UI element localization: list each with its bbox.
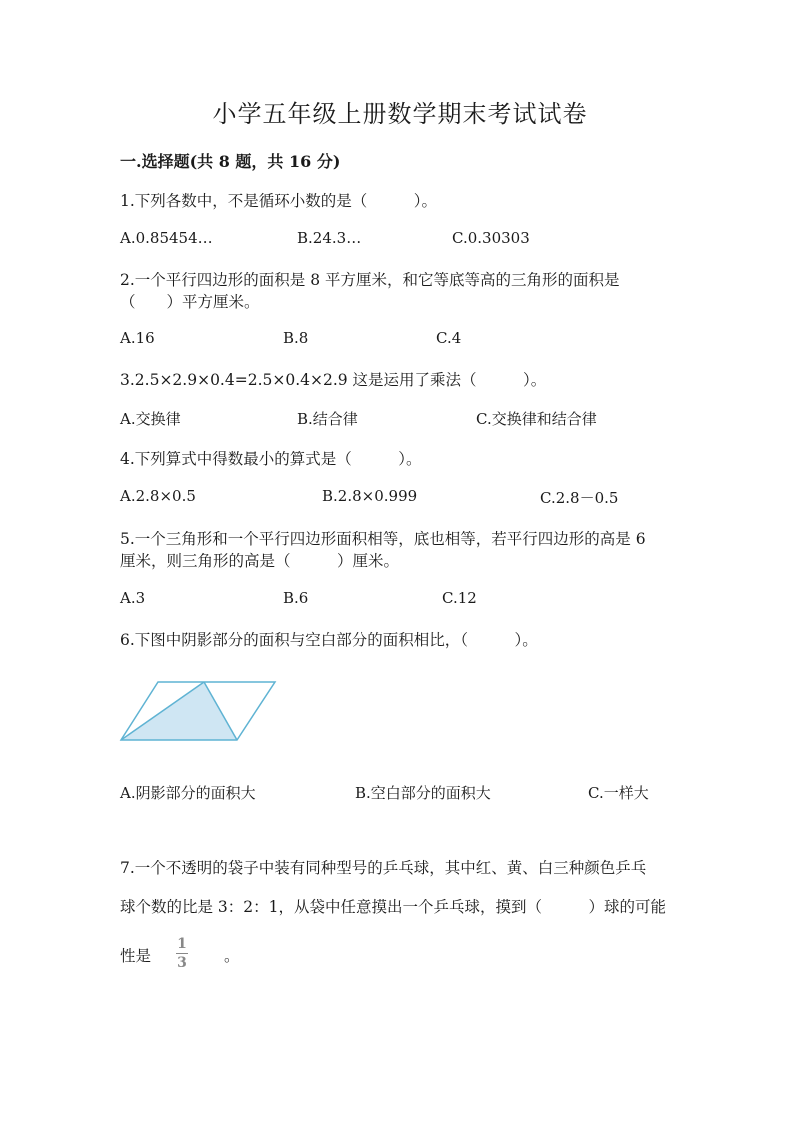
question-5-stem-line2: 厘米，则三角形的高是（ ）厘米。 xyxy=(120,552,400,570)
question-6-option-c: C.一样大 xyxy=(588,784,649,802)
question-5-option-b: B.6 xyxy=(283,589,309,607)
fraction-bar xyxy=(176,953,188,954)
question-2-option-a: A.16 xyxy=(120,329,155,347)
parallelogram-figure xyxy=(118,676,278,744)
question-3-option-a: A.交换律 xyxy=(120,410,181,428)
question-7-stem-line1: 7.一个不透明的袋子中装有同种型号的乒乓球，其中红、黄、白三种颜色乒乓 xyxy=(120,859,647,877)
question-5-option-a: A.3 xyxy=(120,589,146,607)
question-4-stem: 4.下列算式中得数最小的算式是（ ）。 xyxy=(120,450,422,468)
question-3-option-c: C.交换律和结合律 xyxy=(476,410,597,428)
section-heading: 一.选择题(共 8 题，共 16 分) xyxy=(120,152,341,171)
question-1-option-a: A.0.85454… xyxy=(120,229,213,247)
question-1-option-c: C.0.30303 xyxy=(452,229,530,247)
question-2-option-c: C.4 xyxy=(436,329,462,347)
question-2-stem-line2: （ ）平方厘米。 xyxy=(120,293,260,311)
question-1-stem: 1.下列各数中，不是循环小数的是（ ）。 xyxy=(120,192,438,210)
fraction-one-third xyxy=(176,936,188,971)
fraction-numerator: 1 xyxy=(177,936,187,952)
question-2-option-b: B.8 xyxy=(283,329,309,347)
question-6-option-b: B.空白部分的面积大 xyxy=(355,784,491,802)
question-3-stem: 3.2.5×2.9×0.4=2.5×0.4×2.9 这是运用了乘法（ ）。 xyxy=(120,371,547,389)
question-7-stem-line2: 球个数的比是 3：2：1，从袋中任意摸出一个乒乓球，摸到（ ）球的可能 xyxy=(120,898,667,916)
question-6-option-a: A.阴影部分的面积大 xyxy=(120,784,256,802)
question-4-option-b: B.2.8×0.999 xyxy=(322,487,418,505)
question-6-stem: 6.下图中阴影部分的面积与空白部分的面积相比，（ ）。 xyxy=(120,631,538,649)
question-5-stem-line1: 5.一个三角形和一个平行四边形面积相等，底也相等，若平行四边形的高是 6 xyxy=(120,530,646,548)
page-title: 小学五年级上册数学期末考试试卷 xyxy=(212,100,588,128)
question-1-option-b: B.24.3… xyxy=(297,229,362,247)
question-5-option-c: C.12 xyxy=(442,589,477,607)
question-3-option-b: B.结合律 xyxy=(297,410,358,428)
question-4-option-a: A.2.8×0.5 xyxy=(120,487,196,505)
fraction-denominator: 3 xyxy=(177,955,187,971)
question-2-stem-line1: 2.一个平行四边形的面积是 8 平方厘米，和它等底等高的三角形的面积是 xyxy=(120,271,620,289)
question-7-stem-line3-prefix: 性是 xyxy=(120,947,152,965)
question-4-option-c: C.2.8－0.5 xyxy=(540,489,619,507)
question-7-stem-line3-suffix: 。 xyxy=(224,947,240,965)
shaded-triangle xyxy=(121,682,237,740)
